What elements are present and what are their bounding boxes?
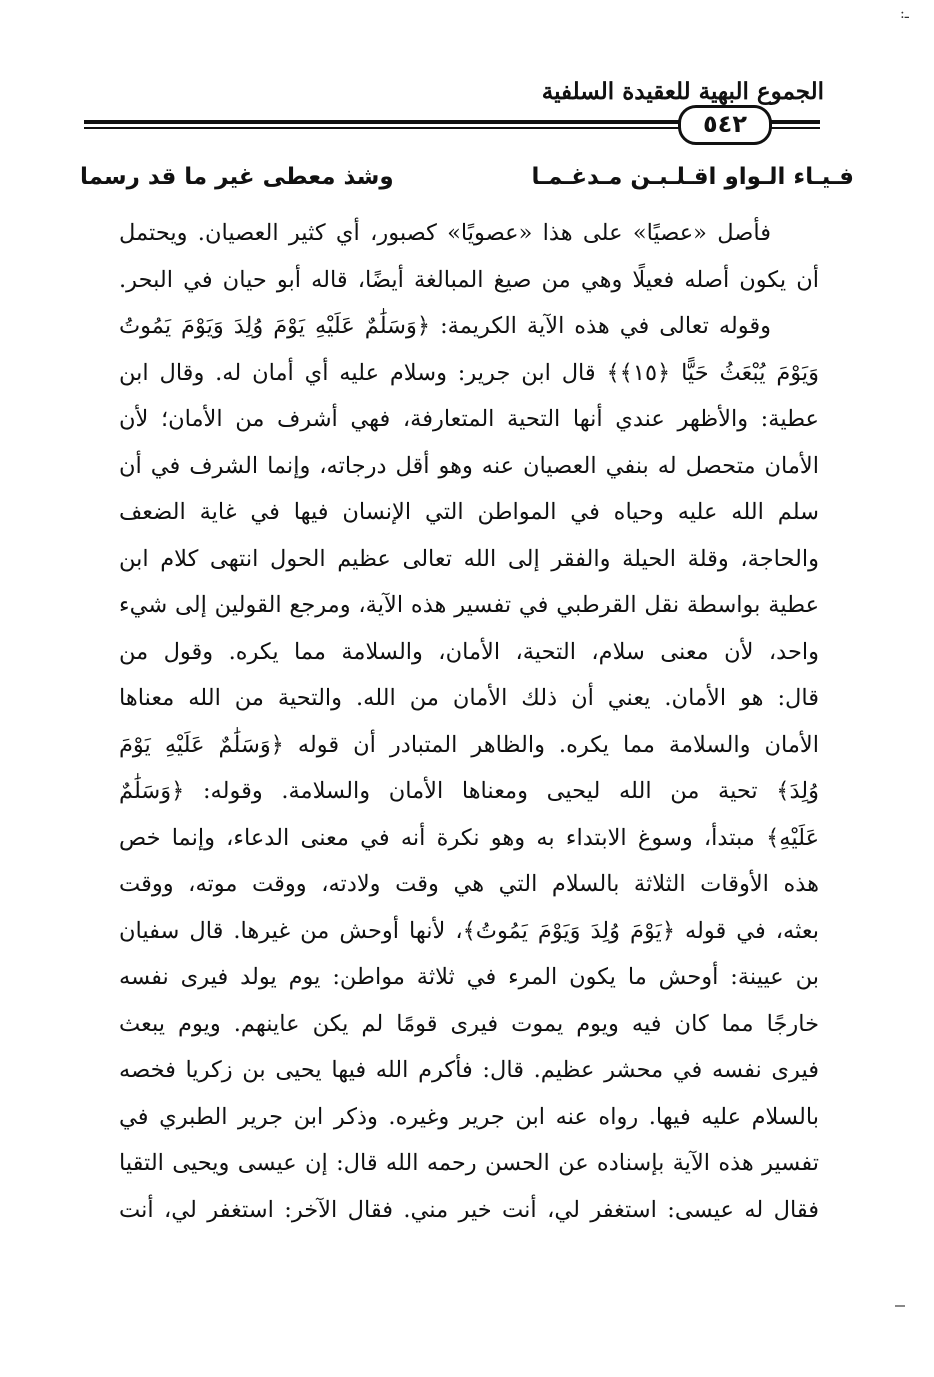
text-line: تفسير هذه الآية بإسناده عن الحسن رحمه الله قال: إن عيسى ويحيى التقيا	[119, 1150, 819, 1176]
text-line: بالسلام عليه فيها. رواه عنه ابن جرير وغيره. وذكر ابن جرير الطبري في	[119, 1103, 819, 1130]
text-line: عطية بواسطة نقل القرطبي في تفسير هذه الآية، ومرجع القولين إلى شيء	[119, 592, 819, 618]
page-number: ٥٤٢	[678, 105, 772, 145]
text-line: فيرى نفسه في محشر عظيم. قال: فأكرم الله فيها يحيى بن زكريا فخصه	[119, 1057, 819, 1083]
text-line: فأصل «عصيًا» على هذا «عصويًا» كصبور، أي كثير العصيان. ويحتمل	[119, 220, 771, 246]
text-line: بن عيينة: أوحش ما يكون المرء في ثلاثة مواطن: يوم يولد فيرى نفسه	[119, 964, 819, 990]
text-line: وقوله تعالى في هذه الآية الكريمة: ﴿وَسَلَٰمٌ عَلَيْهِ يَوْمَ وُلِدَ وَيَوْمَ يَمُوتُ	[119, 313, 771, 339]
verse-hemistich-right: فـيـاء الـواو اقـلـبـن مـدغـمـا	[531, 164, 854, 190]
corner-mark: ـ:	[900, 6, 909, 22]
text-line: الأمان والسلامة مما يكره. والظاهر المتبادر أن قوله ﴿وَسَلَٰمٌ عَلَيْهِ يَوْمَ	[119, 731, 819, 758]
text-line: بعثه، في قوله ﴿يَوْمَ وُلِدَ وَيَوْمَ يَمُوتُ﴾، لأنها أوحش من غيرها. قال سفيان	[119, 917, 819, 944]
text-line: سلم الله عليه وحياه في المواطن التي الإنسان فيها في غاية الضعف	[119, 499, 819, 525]
text-line: خارجًا مما كان فيه ويوم يموت فيرى قومًا لم يكن عاينهم. ويوم يبعث	[119, 1010, 819, 1037]
text-line: هذه الأوقات الثلاثة بالسلام التي هي وقت ولادته، ووقت موته، ووقت	[119, 871, 819, 897]
text-line: أن يكون أصله فعيلًا وهي من صيغ المبالغة أيضًا، قاله أبو حيان في البحر.	[119, 266, 819, 293]
body-text	[119, 210, 819, 1233]
text-line: الأمان متحصل له بنفي العصيان عنه وهو أقل درجاته، وإنما الشرف في أن	[119, 452, 819, 479]
verse-hemistich-left: وشذ معطى غير ما قد رسما	[80, 164, 394, 190]
verse-line	[80, 155, 854, 199]
text-line: قال: هو الأمان. يعني أن ذلك الأمان من الله. والتحية من الله معناها	[119, 685, 819, 711]
text-line: عَلَيْهِ﴾ مبتدأ، وسوغ الابتداء به وهو نكرة أنه في معنى الدعاء، وإنما خص	[119, 824, 819, 851]
text-line: فقال له عيسى: استغفر لي، أنت خير مني. فقال الآخر: استغفر لي، أنت	[119, 1196, 819, 1223]
text-line: وَيَوْمَ يُبْعَثُ حَيًّا ﴿١٥﴾﴾ قال ابن جرير: وسلام عليه أي أمان له. وقال ابن	[119, 359, 819, 386]
text-line: واحد، لأن معنى سلام، التحية، الأمان، والسلامة مما يكره. وقول من	[119, 638, 819, 665]
text-line: وُلِدَ﴾ تحية من الله ليحيى ومعناها الأمان والسلامة. وقوله: ﴿وَسَلَٰمٌ	[119, 778, 819, 804]
text-line: عطية: والأظهر عندي أنها التحية المتعارفة، فهي أشرف من الأمان؛ لأن	[119, 406, 819, 432]
text-line: والحاجة، وقلة الحيلة والفقر إلى الله تعالى عظيم الحول انتهى كلام ابن	[119, 545, 819, 572]
margin-mark	[895, 1305, 905, 1307]
running-title: الجموع البهية للعقيدة السلفية	[541, 78, 824, 105]
